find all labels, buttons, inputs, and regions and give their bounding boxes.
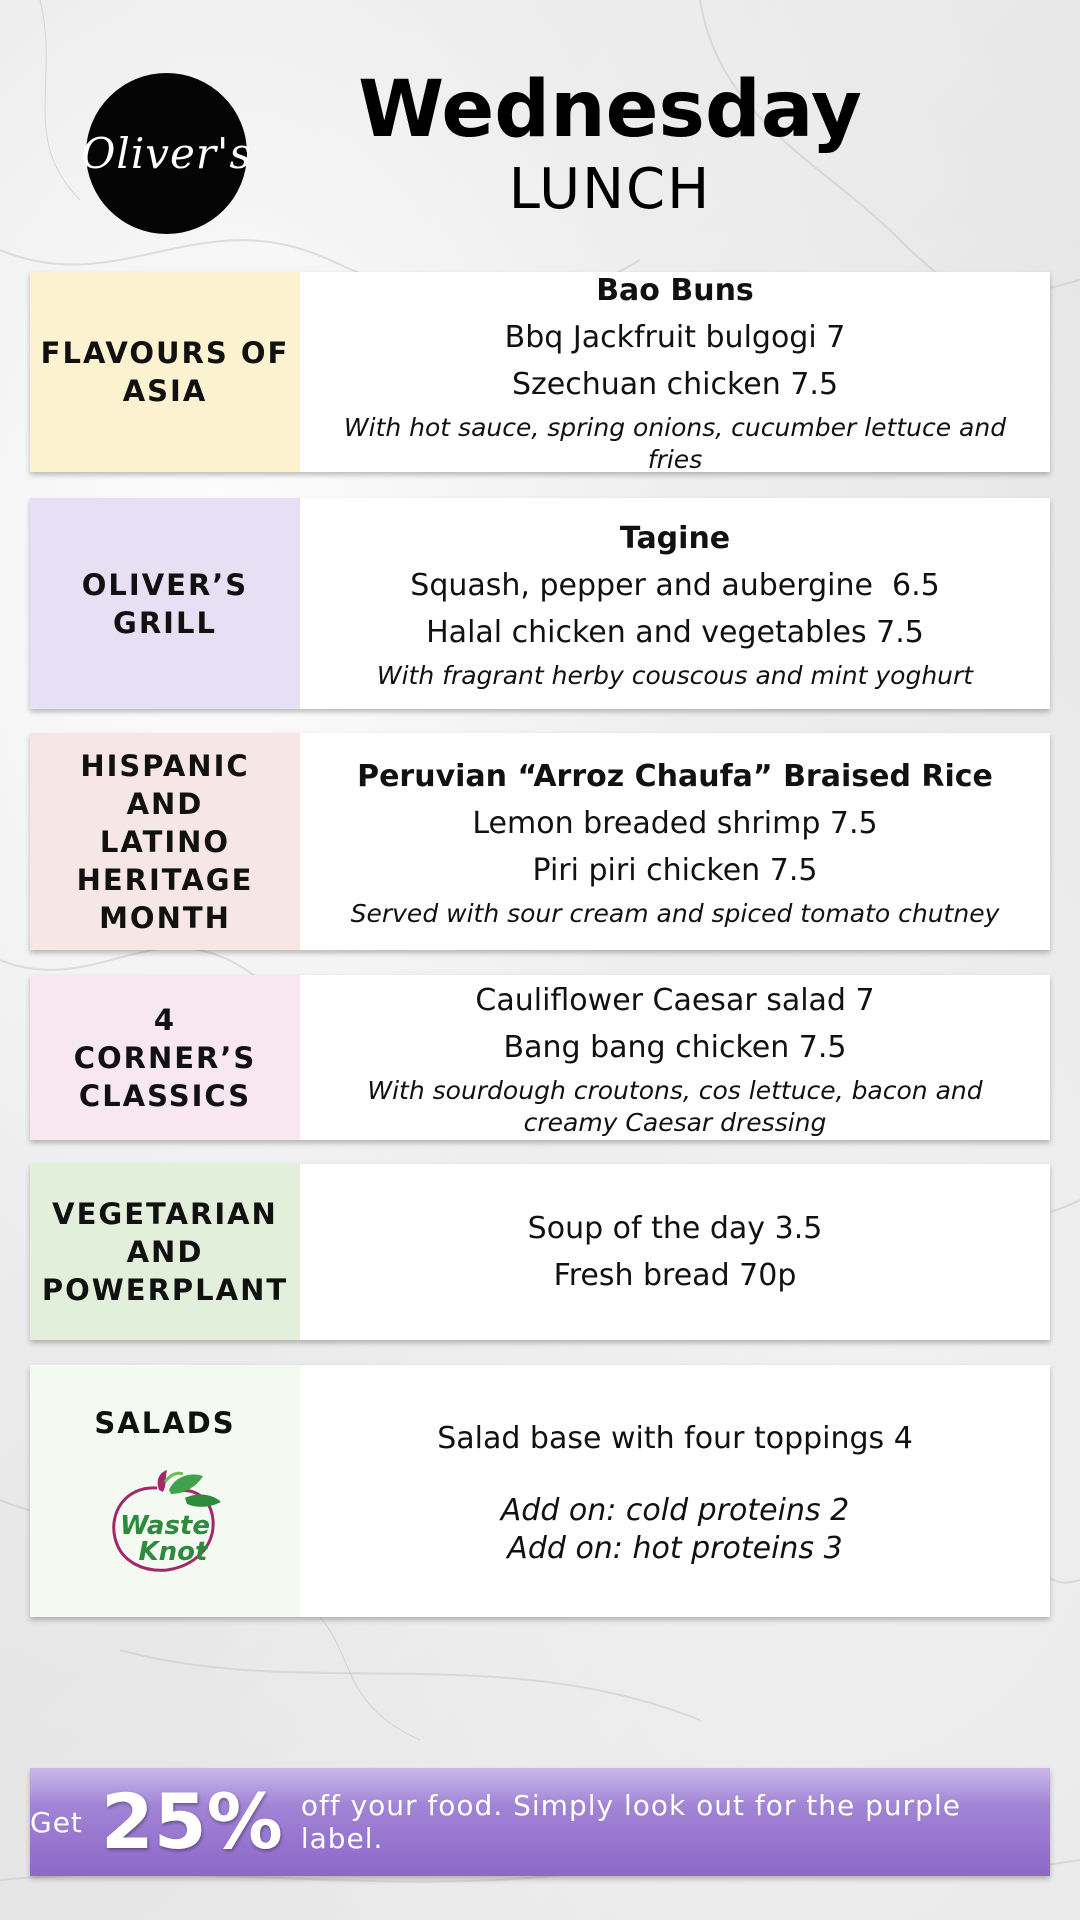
menu-item: Szechuan chicken 7.5 [511, 367, 839, 402]
waste-knot-text-bottom: Knot [138, 1537, 208, 1567]
menu-item: Lemon breaded shrimp 7.5 [472, 805, 878, 841]
olivers-logo [80, 73, 253, 234]
dish-note: With fragrant herby couscous and mint yoghurt [376, 660, 974, 690]
category-label: SALADS [94, 1406, 236, 1440]
page-title: Wednesday [358, 65, 862, 155]
page-subtitle: LUNCH [508, 157, 712, 222]
banner-discount: 25% [100, 1777, 283, 1866]
menu-items [300, 272, 1050, 472]
category-label: VEGETARIAN AND POWERPLANT [41, 1197, 289, 1307]
category-panel [30, 272, 300, 472]
menu-item: Fresh bread 70p [553, 1258, 797, 1293]
category-label: FLAVOURS OF ASIA [40, 336, 290, 408]
dish-heading: Tagine [619, 520, 731, 556]
dish-note: With hot sauce, spring onions, cucumber lettuce and fries [343, 413, 1007, 474]
banner-suffix: off your food. Simply look out for the purple label. [300, 1789, 961, 1855]
dish-note: Served with sour cream and spiced tomato chutney [350, 898, 1000, 928]
menu-item: Bbq Jackfruit bulgogi 7 [504, 320, 846, 355]
discount-banner [30, 1768, 1050, 1876]
menu-item: Salad base with four toppings 4 [437, 1420, 913, 1456]
category-label: 4 CORNER’S CLASSICS [73, 1002, 257, 1113]
menu-items [300, 1164, 1050, 1340]
menu-item: Piri piri chicken 7.5 [532, 852, 818, 888]
category-label: OLIVER’S GRILL [81, 567, 249, 640]
banner-prefix: Get [30, 1805, 83, 1839]
menu-items [300, 1365, 1050, 1617]
menu-section-vegetarian-powerplant [30, 1164, 1050, 1340]
category-panel [30, 1365, 300, 1617]
waste-knot-logo [105, 1468, 225, 1578]
category-panel [30, 498, 300, 709]
menu-items [300, 975, 1050, 1140]
category-panel [30, 975, 300, 1140]
menu-item: Squash, pepper and aubergine 6.5 [410, 567, 940, 603]
menu-section-olivers-grill [30, 498, 1050, 709]
add-on-item: Add on: cold proteins 2 [500, 1492, 850, 1528]
menu-item: Cauliflower Caesar salad 7 [475, 982, 875, 1018]
dish-heading: Bao Buns [596, 273, 754, 308]
dish-note: With sourdough croutons, cos lettuce, bacon and creamy Caesar dressing [367, 1075, 983, 1137]
menu-item: Halal chicken and vegetables 7.5 [426, 614, 924, 650]
menu-section-salads [30, 1365, 1050, 1617]
menu-section-flavours-of-asia [30, 272, 1050, 472]
category-panel [30, 1164, 300, 1340]
logo-text: Oliver's [80, 129, 253, 178]
category-label: HISPANIC AND LATINO HERITAGE MONTH [76, 748, 254, 935]
waste-knot-text-top: Waste [120, 1511, 210, 1541]
menu-section-4-corners-classics [30, 975, 1050, 1140]
dish-heading: Peruvian “Arroz Chaufa” Braised Rice [357, 758, 993, 794]
menu-items [300, 733, 1050, 950]
category-panel [30, 733, 300, 950]
menu-item: Soup of the day 3.5 [527, 1211, 823, 1246]
menu-items [300, 498, 1050, 709]
menu-section-hispanic-latino [30, 733, 1050, 950]
menu-item: Bang bang chicken 7.5 [503, 1029, 847, 1065]
add-on-item: Add on: hot proteins 3 [507, 1530, 843, 1566]
